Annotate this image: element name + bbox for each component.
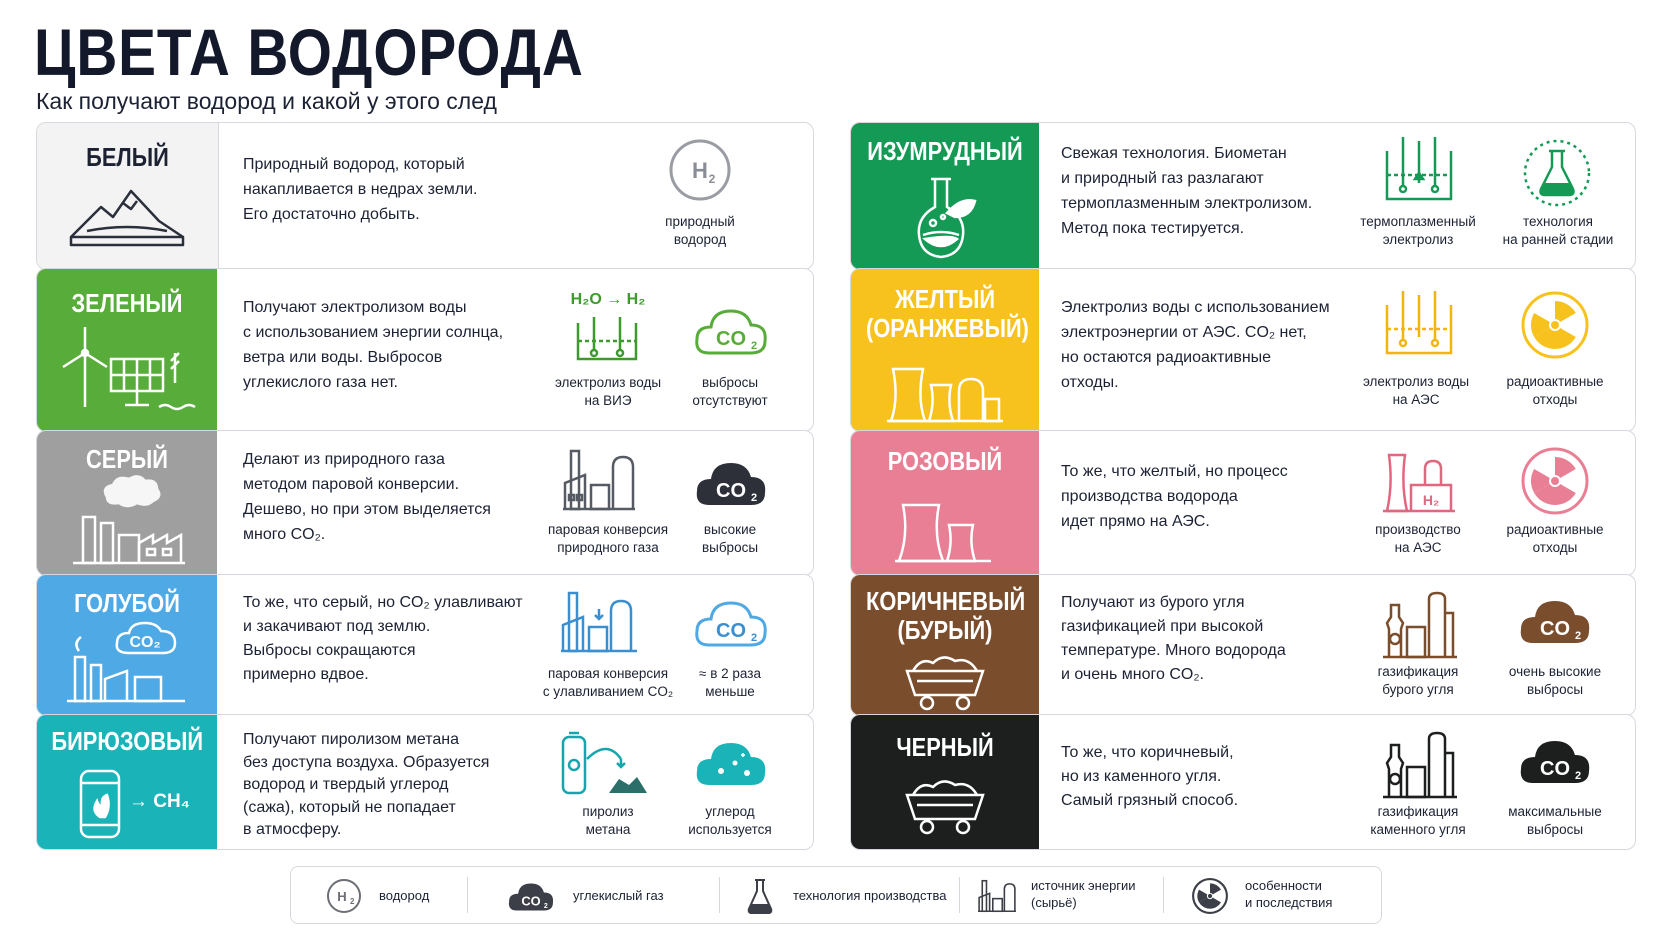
card-turquoise-side — [37, 715, 217, 849]
coal-cart-icon — [903, 773, 987, 835]
nuclear-plant-icon — [885, 349, 1005, 425]
electrolysis-icon — [1379, 287, 1459, 363]
plasma-electrolysis-icon — [1379, 133, 1459, 209]
card-gray-icon2-caption: высокие выбросы — [701, 522, 759, 555]
svg-text:2: 2 — [543, 901, 548, 910]
card-green — [36, 268, 814, 432]
card-black — [850, 714, 1636, 850]
card-white — [36, 122, 814, 270]
svg-text:H₂: H₂ — [1422, 492, 1440, 508]
card-pink-icon1-caption: производство на АЭС — [1375, 522, 1461, 555]
formula-label: H₂O → H₂ — [570, 291, 646, 308]
card-green-name: ЗЕЛЕНЫЙ — [71, 288, 183, 318]
card-yellow-side — [851, 269, 1039, 431]
pyrolysis-icon — [557, 729, 649, 799]
svg-text:2: 2 — [751, 632, 758, 644]
card-blue-side — [37, 575, 217, 715]
svg-text:CO: CO — [716, 620, 746, 642]
renewables-icon — [59, 323, 199, 413]
co2-cloud-icon — [691, 453, 771, 515]
card-pink-side — [851, 431, 1039, 575]
card-pink-name: РОЗОВЫЙ — [887, 446, 1003, 476]
card-brown-name2: (БУРЫЙ) — [897, 615, 993, 645]
co2-cloud-icon — [1515, 731, 1595, 793]
legend-h2-label: водород — [379, 888, 430, 903]
card-emerald — [850, 122, 1636, 270]
card-blue-icon1-caption: паровая конверсия с улавливанием CO₂ — [542, 666, 674, 699]
svg-text:2: 2 — [1575, 630, 1582, 642]
card-brown-side — [851, 575, 1039, 715]
methane-formula: → CH₄ — [129, 791, 190, 812]
card-white-name: БЕЛЫЙ — [86, 142, 169, 172]
gasification-icon — [1381, 729, 1459, 801]
radiation-icon — [1519, 445, 1591, 517]
card-green-icon2-caption: выбросы отсутствуют — [692, 375, 768, 408]
smokestack-factory-icon — [69, 473, 189, 569]
card-white-icon1-caption: природный водород — [665, 214, 735, 247]
card-gray-icon1-caption: паровая конверсия природного газа — [547, 522, 669, 555]
card-yellow — [850, 268, 1636, 432]
legend-divider — [1163, 877, 1164, 913]
card-black-side — [851, 715, 1039, 849]
card-green-icon1-caption: электролиз воды на ВИЭ — [554, 375, 662, 408]
card-white-desc: Природный водород, который накапливается в недрах земли. Его достаточно добыть. — [243, 156, 478, 223]
card-white-side — [37, 123, 219, 269]
card-emerald-icon2-caption: технология на ранней стадии — [1502, 214, 1614, 247]
card-black-desc: То же, что коричневый, но из каменного угля. Самый грязный способ. — [1061, 744, 1239, 809]
card-turquoise-icon2-caption: углерод используется — [688, 804, 772, 837]
legend-divider — [719, 877, 720, 913]
svg-text:CO: CO — [716, 328, 746, 350]
svg-text:CO: CO — [1540, 758, 1570, 780]
svg-text:H: H — [692, 158, 708, 183]
h2-icon — [667, 137, 733, 203]
card-blue-desc: То же, что серый, но CO₂ улавливают и закачивают под землю. Выбросы сокращаются примерно вдвое. — [243, 594, 523, 683]
legend-co2-label: углекислый газ — [573, 888, 664, 903]
coal-cart-icon — [903, 649, 987, 711]
flask-icon — [1521, 137, 1593, 209]
co2-cloud-icon — [691, 593, 771, 655]
card-turquoise — [36, 714, 814, 850]
nuclear-plant-h2-icon — [1381, 445, 1457, 515]
svg-text:2: 2 — [751, 492, 758, 504]
card-gray-desc: Делают из природного газа методом паровой конверсии. Дешево, но при этом выделяется много CO₂. — [243, 451, 491, 543]
legend-divider — [959, 877, 960, 913]
page-subtitle: Как получают водород и какой у этого след — [36, 88, 497, 114]
legend-tech-label: технология производства — [793, 888, 947, 903]
factory-icon — [561, 447, 637, 513]
h2-icon — [325, 877, 363, 915]
flask-leaf-icon — [911, 173, 981, 263]
card-turquoise-desc: Получают пиролизом метана без доступа воздуха. Образуется водород и твердый углерод (сажа), который не попадает в атмосферу. — [243, 731, 490, 838]
card-pink-desc: То же, что желтый, но процесс производства водорода идет прямо на АЭС. — [1061, 463, 1288, 530]
electrolysis-icon — [572, 313, 642, 365]
card-gray-name: СЕРЫЙ — [85, 444, 168, 474]
card-turquoise-name: БИРЮЗОВЫЙ — [51, 726, 204, 756]
svg-text:CO: CO — [521, 893, 541, 909]
card-emerald-side — [851, 123, 1039, 269]
card-yellow-name: ЖЕЛТЫЙ — [894, 284, 996, 314]
svg-text:2: 2 — [350, 897, 355, 906]
card-blue-icon2-caption: ≈ в 2 раза меньше — [699, 666, 761, 699]
cooling-tower-icon — [893, 485, 993, 565]
card-yellow-name2: (ОРАНЖЕВЫЙ) — [866, 313, 1029, 343]
svg-text:CO: CO — [1540, 618, 1570, 640]
card-brown-desc: Получают из бурого угля газификацией при высокой температуре. Много водорода и очень много CO₂. — [1061, 594, 1286, 683]
card-emerald-name: ИЗУМРУДНЫЙ — [867, 136, 1023, 166]
card-turquoise-icon1-caption: пиролиз метана — [582, 804, 634, 837]
card-brown-icon1-caption: газификация бурого угля — [1377, 664, 1459, 697]
page-title: ЦВЕТА ВОДОРОДА — [34, 15, 584, 89]
mountain-icon — [67, 181, 187, 251]
card-yellow-icon2-caption: радиоактивные отходы — [1506, 374, 1604, 407]
legend-divider — [467, 877, 468, 913]
co2-cloud-icon — [1515, 591, 1595, 653]
card-blue-name: ГОЛУБОЙ — [74, 588, 180, 618]
card-blue — [36, 574, 814, 716]
card-gray — [36, 430, 814, 576]
card-black-icon1-caption: газификация каменного угля — [1370, 804, 1466, 837]
carbon-cloud-icon — [691, 733, 771, 795]
card-yellow-icon1-caption: электролиз воды на АЭС — [1362, 374, 1470, 407]
radiation-icon — [1191, 877, 1229, 915]
flask-icon — [745, 877, 775, 915]
card-black-icon2-caption: максимальные выбросы — [1508, 804, 1602, 837]
legend — [290, 866, 1382, 924]
legend-source-label: источник энергии (сырьё) — [1031, 878, 1136, 910]
svg-text:2: 2 — [751, 340, 758, 352]
svg-text:H: H — [337, 889, 347, 904]
card-brown-name: КОРИЧНЕВЫЙ — [866, 586, 1026, 616]
factory-icon — [977, 877, 1017, 915]
gasification-icon — [1381, 589, 1459, 661]
gas-cylinder-icon — [75, 763, 125, 843]
card-emerald-icon1-caption: термоплазменный электролиз — [1360, 214, 1476, 247]
card-green-desc: Получают электролизом воды с использованием энергии солнца, ветра или воды. Выбросов углекислого газа нет. — [243, 299, 504, 391]
factory-capture-icon — [559, 589, 639, 657]
co2-cloud-icon — [505, 877, 557, 917]
radiation-icon — [1519, 289, 1591, 361]
card-green-side — [37, 269, 217, 431]
card-brown-icon2-caption: очень высокие выбросы — [1508, 664, 1602, 697]
capture-factory-icon — [65, 621, 195, 705]
svg-text:2: 2 — [1575, 770, 1582, 782]
card-emerald-desc: Свежая технология. Биометан и природный газ разлагают термоплазменным электролизом. Метод пока тестируется. — [1061, 145, 1313, 237]
card-brown — [850, 574, 1636, 716]
card-yellow-desc: Электролиз воды с использованием электроэнергии от АЭС. CO₂ нет, но остаются радиоактивные отходы. — [1061, 299, 1330, 391]
card-pink-icon2-caption: радиоактивные отходы — [1506, 522, 1604, 555]
svg-text:2: 2 — [708, 172, 716, 186]
card-gray-side — [37, 431, 217, 575]
co2-cloud-icon — [691, 301, 771, 363]
card-black-name: ЧЕРНЫЙ — [896, 732, 994, 762]
svg-text:CO: CO — [716, 480, 746, 502]
legend-effects-label: особенности и последствия — [1245, 878, 1333, 910]
svg-text:CO₂: CO₂ — [129, 634, 161, 651]
card-pink — [850, 430, 1636, 576]
